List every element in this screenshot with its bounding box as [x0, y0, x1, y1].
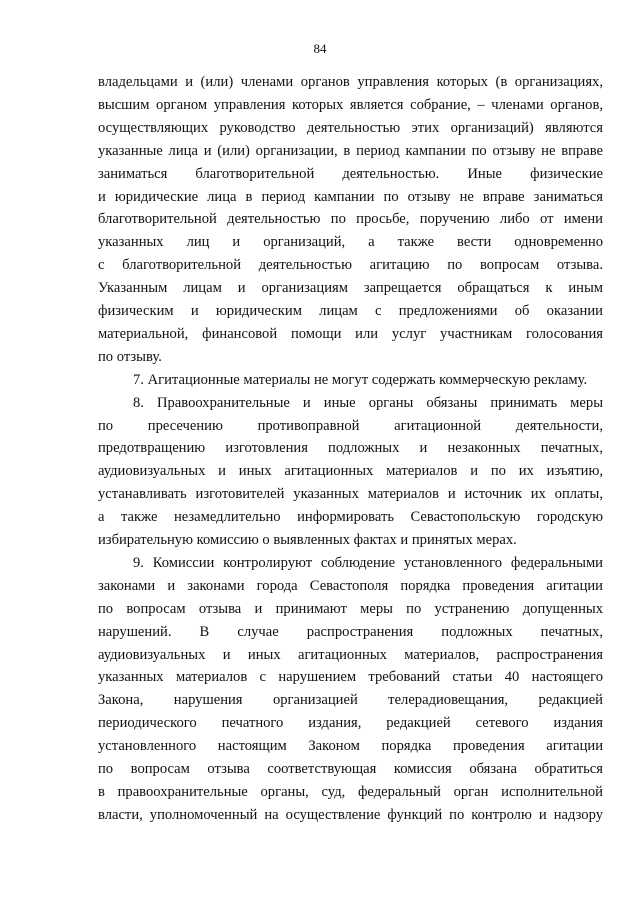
text-line: указанные лица и (или) организации, в период кампании по отзыву не вправе: [98, 142, 603, 159]
text-line: предотвращению изготовления подложных и незаконных печатных,: [98, 440, 603, 457]
text-line: по вопросам отзыва и принимают меры по устранению допущенных: [98, 600, 603, 617]
text-line: с благотворительной деятельностью агитацию по вопросам отзыва.: [98, 257, 603, 274]
text-line: устанавливать изготовителей указанных материалов и источник их оплаты,: [98, 486, 603, 503]
text-line: и юридические лица в период кампании по отзыву не вправе заниматься: [98, 188, 603, 205]
text-line: Указанным лицам и организациям запрещается обращаться к иным: [98, 280, 603, 297]
text-line: 9. Комиссии контролируют соблюдение установленного федеральными: [133, 554, 603, 571]
text-line: 8. Правоохранительные и иные органы обязаны принимать меры: [133, 394, 603, 411]
text-line: физическим и юридическим лицам с предложениями об оказании: [98, 303, 603, 319]
text-line: указанных лиц и организаций, а также вести одновременно: [98, 234, 603, 251]
text-line: законами и законами города Севастополя порядка проведения агитации: [98, 577, 603, 594]
text-line: избирательную комиссию о выявленных фактах и принятых мерах.: [98, 532, 517, 548]
text-line: благотворительной деятельностью по просьбе, поручению либо от имени: [98, 211, 603, 228]
text-line: в правоохранительные органы, суд, федеральный орган исполнительной: [98, 783, 603, 800]
text-line: осуществляющих руководство деятельностью этих организаций) являются: [98, 119, 603, 136]
text-line: материальной, финансовой помощи или услуг участникам голосования: [98, 325, 603, 342]
text-line: указанных материалов с нарушением требований статьи 40 настоящего: [98, 669, 603, 686]
page-number: 84: [313, 41, 327, 56]
text-line: периодического печатного издания, редакцией сетевого издания: [98, 715, 603, 732]
text-line: а также незамедлительно информировать Севастопольскую городскую: [98, 509, 603, 526]
text-line: 7. Агитационные материалы не могут содержать коммерческую рекламу.: [133, 371, 588, 388]
text-line: Закона, нарушения организацией телерадиовещания, редакцией: [98, 692, 603, 709]
text-line: по вопросам отзыва соответствующая комиссия обязана обратиться: [98, 761, 603, 777]
text-line: аудиовизуальных и иных агитационных материалов, распространения: [98, 646, 603, 663]
text-line: нарушений. В случае распространения подложных печатных,: [98, 623, 603, 640]
text-line: аудиовизуальных и иных агитационных материалов и по их изъятию,: [98, 463, 603, 480]
text-line: по пресечению противоправной агитационной деятельности,: [98, 417, 603, 434]
text-line: по отзыву.: [98, 348, 162, 365]
text-line: установленного настоящим Законом порядка проведения агитации: [98, 738, 603, 755]
text-line: заниматься благотворительной деятельностью. Иные физические: [98, 165, 603, 182]
text-line: высшим органом управления которых является собрание, – членами органов,: [98, 96, 603, 113]
text-line: владельцами и (или) членами органов управления которых (в организациях,: [98, 74, 603, 90]
text-line: власти, уполномоченный на осуществление функций по контролю и надзору: [98, 806, 603, 823]
